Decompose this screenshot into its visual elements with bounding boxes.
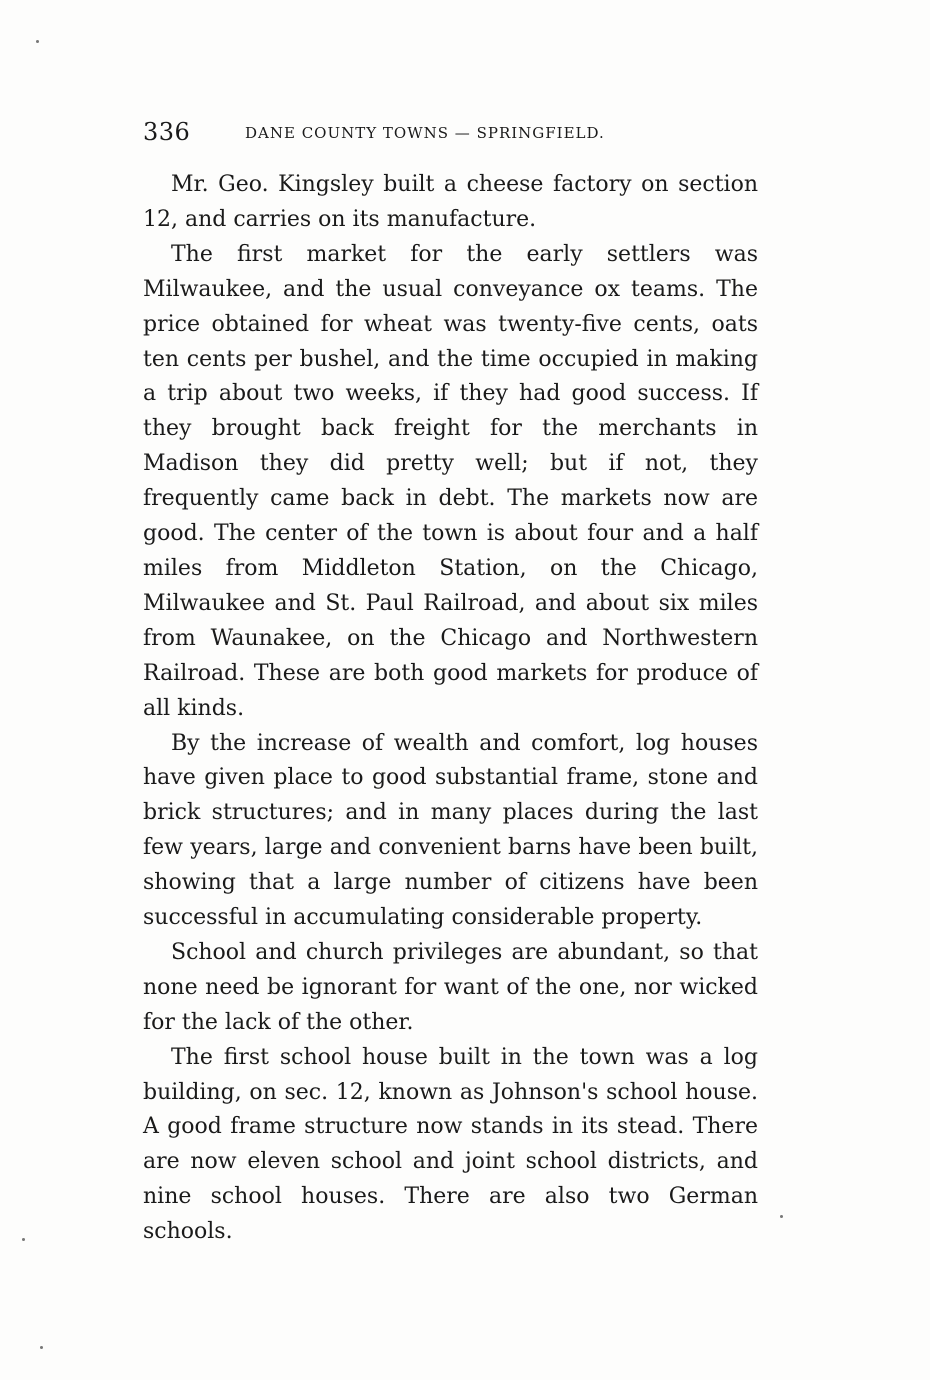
paragraph-first-market: The first market for the early settlers was Milwaukee, and the usual conveyance ox teams. The price obtained for wheat was twenty-five cents, oats ten cents per bushel, and the time occupied in making a trip about two weeks, if they had good success. If they brought back freight for the merchants in Madison they did pretty well; but if not, they frequently came back in debt. The markets now are good. The center of the town is about four and a half miles from Middleton Station, on the Chicago, Milwaukee and St. Paul Railroad, and about six miles from Waunakee, on the Chicago and Northwestern Railroad. These are both good markets for produce of all kinds. [143,241,758,721]
paper-speck [36,40,39,43]
paragraph-houses: By the increase of wealth and comfort, log houses have given place to good substantial frame, stone and brick structures; and in many places during the last few years, large and convenient barns have been built, showing that a large number of citizens have been successful in accumulating considerable property. [143,730,758,931]
page-header [143,118,763,148]
paragraph-first-school: The first school house built in the town was a log building, on sec. 12, known as Johnson's school house. A good frame structure now stands in its stead. There are now eleven school and joint school districts, and nine school houses. There are also two German schools. [143,1044,758,1245]
paper-speck [22,1238,25,1241]
running-title: DANE COUNTY TOWNS — SPRINGFIELD. [245,124,605,142]
page-number: 336 [143,118,191,146]
paragraph-cheese-factory: Mr. Geo. Kingsley built a cheese factory on section 12, and carries on its manufacture. [143,172,758,232]
paper-speck [780,1215,783,1218]
paragraph-school-church: School and church privileges are abundant, so that none need be ignorant for want of the one, nor wicked for the lack of the other. [143,939,758,1035]
paper-speck [40,1346,43,1349]
body-text [143,168,758,1250]
